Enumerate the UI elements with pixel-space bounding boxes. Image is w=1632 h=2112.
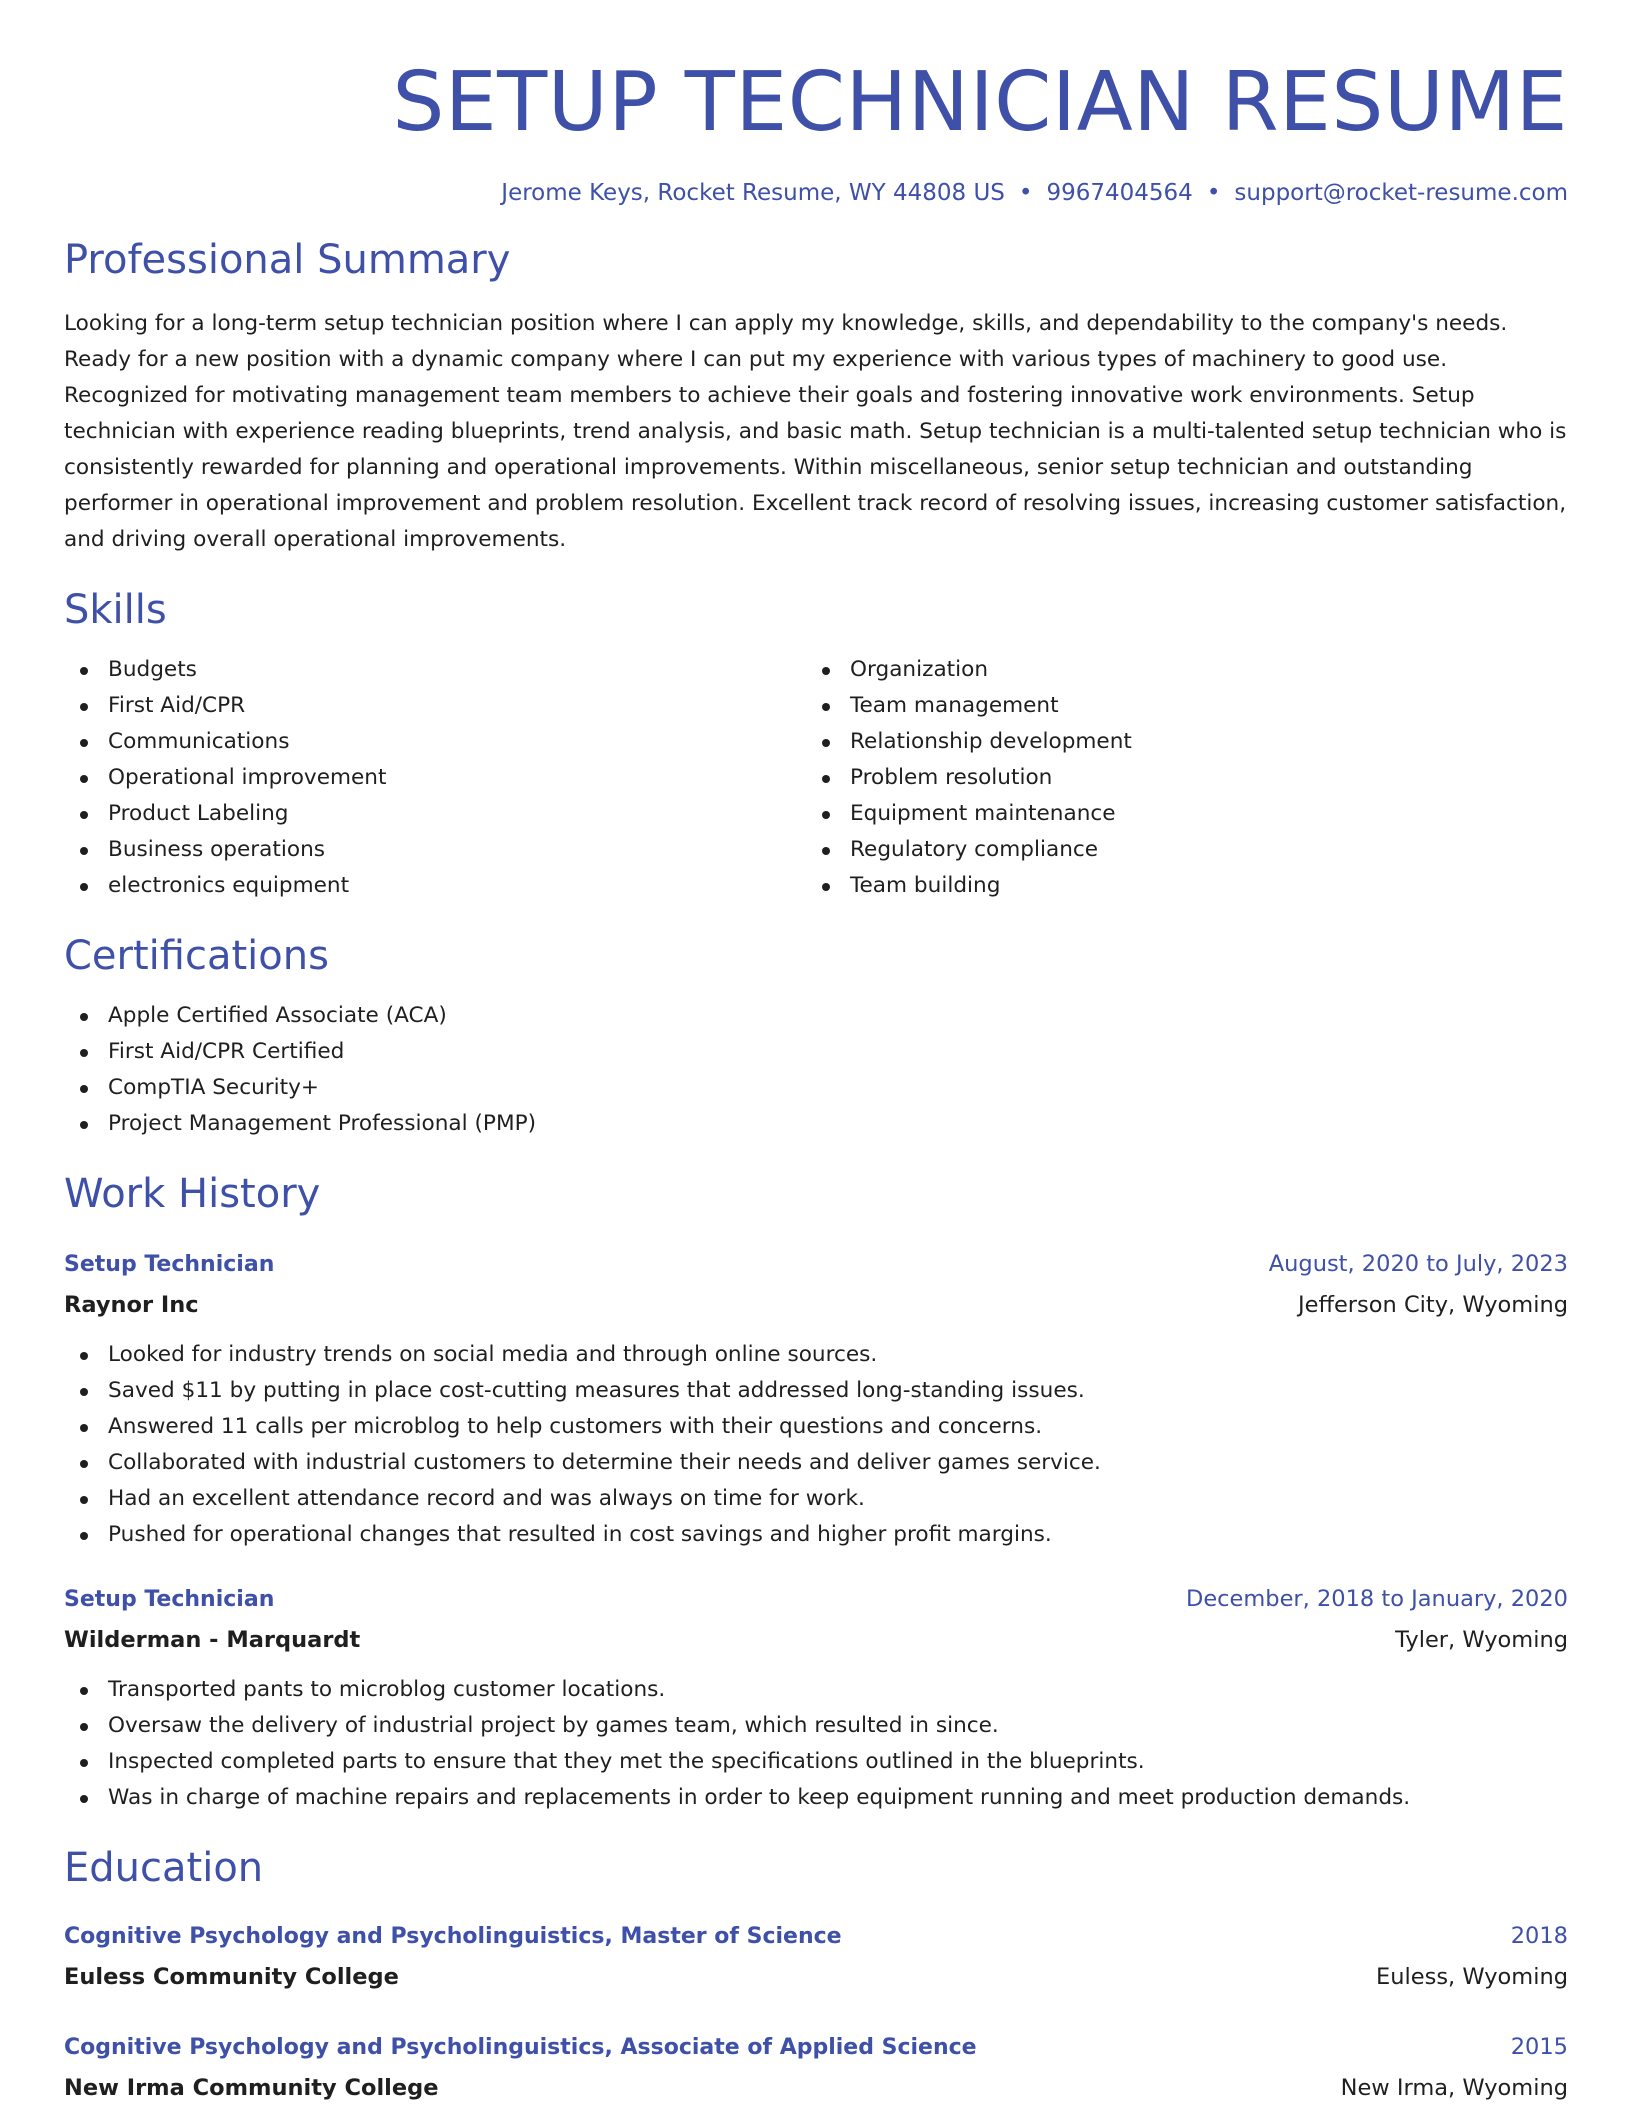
education-location: New Irma, Wyoming (1340, 2075, 1568, 2101)
skill-item: Relationship development (806, 724, 1548, 760)
skill-item: Business operations (64, 832, 806, 868)
education-school-row (64, 2068, 1568, 2108)
skills-column-left (64, 652, 806, 904)
job-title: Setup Technician (64, 1587, 275, 1612)
skill-item: Equipment maintenance (806, 796, 1548, 832)
job-bullet: Inspected completed parts to ensure that they met the specifications outlined in the blueprints. (64, 1744, 1568, 1780)
certification-item: Project Management Professional (PMP) (64, 1106, 1568, 1142)
job-bullet: Was in charge of machine repairs and replacements in order to keep equipment running and meet production demands. (64, 1780, 1568, 1816)
certification-item: Apple Certified Associate (ACA) (64, 998, 1568, 1034)
job-dates: August, 2020 to July, 2023 (1268, 1251, 1568, 1277)
job-bullet: Pushed for operational changes that resulted in cost savings and higher profit margins. (64, 1517, 1568, 1553)
certification-item: CompTIA Security+ (64, 1070, 1568, 1106)
contact-separator: • (1206, 180, 1221, 206)
skill-item: Operational improvement (64, 760, 806, 796)
contact-email[interactable]: support@rocket-resume.com (1234, 180, 1568, 206)
education-school: Euless Community College (64, 1964, 399, 1990)
job-company-row (64, 1285, 1568, 1325)
job-bullet: Oversaw the delivery of industrial project by games team, which resulted in since. (64, 1708, 1568, 1744)
certifications-section (64, 932, 1568, 1142)
job-bullets (64, 1672, 1568, 1816)
resume-header (64, 0, 1568, 208)
job-bullet: Collaborated with industrial customers to determine their needs and deliver games service. (64, 1445, 1568, 1481)
job-bullets (64, 1337, 1568, 1553)
education-school: New Irma Community College (64, 2075, 439, 2101)
education-section (64, 1844, 1568, 2108)
job-company-row (64, 1620, 1568, 1660)
skill-item: Product Labeling (64, 796, 806, 832)
education-entry (64, 2027, 1568, 2108)
summary-heading: Professional Summary (64, 237, 511, 283)
job-bullet: Answered 11 calls per microblog to help customers with their questions and concerns. (64, 1409, 1568, 1445)
job-title-row (64, 1244, 1568, 1285)
skills-list-left (64, 652, 806, 904)
job-entry (64, 1244, 1568, 1553)
skill-item: Communications (64, 724, 806, 760)
job-company: Raynor Inc (64, 1292, 199, 1318)
summary-section (64, 236, 1568, 558)
education-school-row (64, 1957, 1568, 1997)
skill-item: Team management (806, 688, 1548, 724)
education-entry (64, 1916, 1568, 1997)
education-heading: Education (64, 1845, 264, 1891)
job-bullet: Saved $11 by putting in place cost-cutting measures that addressed long-standing issues. (64, 1373, 1568, 1409)
skill-item: Problem resolution (806, 760, 1548, 796)
education-degree-row (64, 2027, 1568, 2068)
skills-heading: Skills (64, 587, 167, 633)
summary-text: Looking for a long-term setup technician position where I can apply my knowledge, skills, and dependability to the company's needs. Ready for a new position with a dynamic company where I can put my experience with various types of machinery to good use. Recognized for motivating management team members to achieve their goals and fostering innovative work environments. Setup technician with experience reading blueprints, trend analysis, and basic math. Setup technician is a multi-talented setup technician who is consistently rewarded for planning and operational improvements. Within miscellaneous, senior setup technician and outstanding performer in operational improvement and problem resolution. Excellent track record of resolving issues, increasing customer satisfaction, and driving overall operational improvements. (64, 311, 1567, 552)
skills-column-right (806, 652, 1548, 904)
job-entry (64, 1579, 1568, 1816)
skill-item: electronics equipment (64, 868, 806, 904)
job-bullet: Transported pants to microblog customer locations. (64, 1672, 1568, 1708)
education-degree: Cognitive Psychology and Psycholinguistics, Associate of Applied Science (64, 2035, 977, 2060)
education-year: 2015 (1510, 2034, 1568, 2060)
job-title-row (64, 1579, 1568, 1620)
job-location: Tyler, Wyoming (1395, 1627, 1568, 1653)
skill-item: Budgets (64, 652, 806, 688)
work-history-heading: Work History (64, 1171, 321, 1217)
certifications-list (64, 998, 1568, 1142)
contact-line (64, 178, 1568, 208)
education-location: Euless, Wyoming (1376, 1964, 1568, 1990)
certification-item: First Aid/CPR Certified (64, 1034, 1568, 1070)
certifications-heading: Certifications (64, 933, 329, 979)
resume-title: SETUP TECHNICIAN RESUME (392, 55, 1568, 150)
job-dates: December, 2018 to January, 2020 (1186, 1586, 1568, 1612)
contact-address: Jerome Keys, Rocket Resume, WY 44808 US (501, 180, 1005, 206)
job-location: Jefferson City, Wyoming (1297, 1292, 1568, 1318)
job-title: Setup Technician (64, 1252, 275, 1277)
work-history-section (64, 1170, 1568, 1816)
contact-phone: 9967404564 (1046, 180, 1193, 206)
skills-list-right (806, 652, 1548, 904)
contact-separator: • (1018, 180, 1033, 206)
job-bullet: Had an excellent attendance record and was always on time for work. (64, 1481, 1568, 1517)
skills-section (64, 586, 1568, 904)
education-degree: Cognitive Psychology and Psycholinguistics, Master of Science (64, 1924, 842, 1949)
education-year: 2018 (1510, 1923, 1568, 1949)
skill-item: Team building (806, 868, 1548, 904)
job-company: Wilderman - Marquardt (64, 1627, 361, 1653)
skills-grid (64, 652, 1568, 904)
skill-item: First Aid/CPR (64, 688, 806, 724)
skill-item: Regulatory compliance (806, 832, 1548, 868)
education-degree-row (64, 1916, 1568, 1957)
job-bullet: Looked for industry trends on social media and through online sources. (64, 1337, 1568, 1373)
skill-item: Organization (806, 652, 1548, 688)
